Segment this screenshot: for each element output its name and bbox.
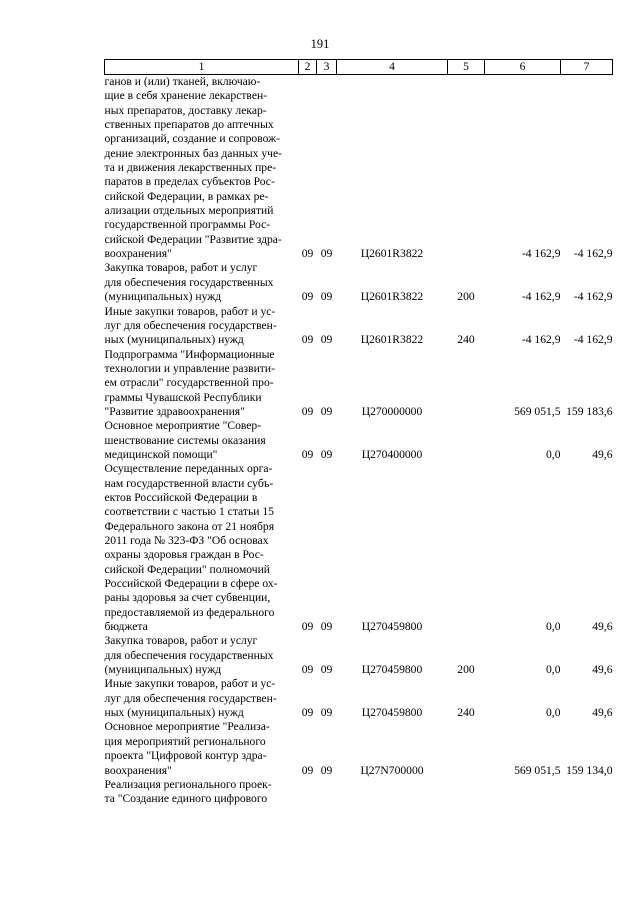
row-target-code: Ц2601R3822 xyxy=(360,333,424,347)
row-target-code: Ц27N700000 xyxy=(360,763,424,777)
table-row xyxy=(105,462,613,634)
row-expense-type: 200 xyxy=(457,663,475,677)
row-target-code: Ц270000000 xyxy=(361,404,423,418)
row-subsection xyxy=(317,778,337,807)
row-expense-type: 240 xyxy=(457,333,475,347)
row-amount-col7: 159 183,6 xyxy=(566,404,613,418)
row-expense-type xyxy=(448,462,485,634)
page-number: 191 xyxy=(310,37,330,51)
row-expense-type xyxy=(448,75,485,262)
row-target-code: Ц270459800 xyxy=(361,620,423,634)
row-name-text: Иные закупки товаров, работ и ус- луг для обеспечения государствен- ных (муниципальных) нужд xyxy=(104,677,277,720)
row-amount-col6: 569 051,5 xyxy=(514,404,561,418)
row-name-text: Основное мероприятие "Реализа- ция мероприятий регионального проекта "Цифровой контур здра- воохранения" xyxy=(104,720,270,777)
row-amount-col7: 49,6 xyxy=(592,706,613,720)
row-amount-col6: -4 162,9 xyxy=(521,333,561,347)
row-name xyxy=(105,75,299,262)
row-name-text: Основное мероприятие "Совер- шенствование системы оказания медицинской помощи" xyxy=(104,419,266,461)
row-name-text: Закупка товаров, работ и услуг для обеспечения государственных (муниципальных) нужд xyxy=(104,261,274,304)
row-target-code: Ц2601R3822 xyxy=(360,290,424,304)
row-amount-col7: -4 162,9 xyxy=(573,290,613,304)
row-expense-type xyxy=(448,720,485,777)
row-target-code: Ц270459800 xyxy=(361,663,423,677)
row-subsection: 09 xyxy=(320,290,333,304)
row-subsection: 09 xyxy=(320,333,333,347)
row-amount-col6: 0,0 xyxy=(546,620,561,634)
row-expense-type xyxy=(448,348,485,420)
row-subsection: 09 xyxy=(320,706,333,720)
row-name xyxy=(105,677,299,720)
table-body xyxy=(105,75,613,807)
row-amount-col7: 49,6 xyxy=(592,663,613,677)
row-name xyxy=(105,305,299,348)
row-name-text: Осуществление переданных орга- нам государственной власти субъ- ектов Российской Федерации в соответствии с частью 1 статьи 15 Федерального закона от 21 ноября 2011 года № 323-ФЗ "Об основах охраны здоровья граждан в Рос- сийской Федерации" полномочий Российской Федерации в сфере ох- раны здоровья за счет субвенции, предоставляемой из федерального бюджета xyxy=(104,462,278,634)
row-expense-type xyxy=(448,419,485,462)
row-section: 09 xyxy=(301,663,314,677)
row-section: 09 xyxy=(301,620,314,634)
header-col-2: 2 xyxy=(299,60,317,75)
header-col-6: 6 xyxy=(485,60,561,75)
row-section: 09 xyxy=(301,447,314,461)
row-section: 09 xyxy=(301,404,314,418)
row-amount-col6: 0,0 xyxy=(546,663,561,677)
row-section: 09 xyxy=(301,333,314,347)
row-name-text: ганов и (или) тканей, включаю- щие в себя хранение лекарствен- ных препаратов, доставку лекар- ственных препаратов до аптечных организаций, создание и сопровож- дение электронных баз данных уче- та и движения лекарственных пре- паратов в пределах субъектов Рос- сийской Федерации, в рамках ре- ализации отдельных мероприятий государственной программы Рос- сийской Федерации "Развитие здра- воохранения" xyxy=(104,75,282,261)
row-section: 09 xyxy=(301,763,314,777)
row-amount-col7: 49,6 xyxy=(592,620,613,634)
row-name xyxy=(105,419,299,462)
row-amount-col6: 569 051,5 xyxy=(514,763,561,777)
row-name xyxy=(105,462,299,634)
row-target-code: Ц270459800 xyxy=(361,706,423,720)
row-section: 09 xyxy=(301,706,314,720)
header-col-4: 4 xyxy=(337,60,448,75)
row-target-code: Ц270400000 xyxy=(361,447,423,461)
row-name-text: Закупка товаров, работ и услуг для обеспечения государственных (муниципальных) нужд xyxy=(104,634,274,677)
row-amount-col7: 49,6 xyxy=(592,447,613,461)
row-name xyxy=(105,720,299,777)
row-amount-col7 xyxy=(561,778,613,807)
table-row xyxy=(105,348,613,420)
table-row xyxy=(105,75,613,262)
table-row xyxy=(105,677,613,720)
header-col-7: 7 xyxy=(561,60,613,75)
row-amount-col6: -4 162,9 xyxy=(521,290,561,304)
header-col-1: 1 xyxy=(105,60,299,75)
row-subsection: 09 xyxy=(320,620,333,634)
row-amount-col6: 0,0 xyxy=(546,706,561,720)
table-row xyxy=(105,720,613,777)
row-amount-col7: -4 162,9 xyxy=(573,333,613,347)
row-amount-col7: 159 134,0 xyxy=(566,763,613,777)
row-name xyxy=(105,634,299,677)
table-row xyxy=(105,305,613,348)
row-amount-col6: 0,0 xyxy=(546,447,561,461)
row-name-text: Реализация регионального проек- та "Создание единого цифрового xyxy=(104,777,272,806)
table-header xyxy=(105,60,613,75)
row-subsection: 09 xyxy=(320,447,333,461)
table-row xyxy=(105,778,613,807)
row-name xyxy=(105,348,299,420)
row-amount-col6 xyxy=(485,778,561,807)
table-row xyxy=(105,261,613,304)
row-name-text: Подпрограмма "Информационные технологии и управление развити- ем отрасли" государственной про- граммы Чувашской Республики "Развитие здравоохранения" xyxy=(104,347,275,418)
row-amount-col6: -4 162,9 xyxy=(521,247,561,261)
table-row xyxy=(105,634,613,677)
row-section: 09 xyxy=(301,290,314,304)
row-section: 09 xyxy=(301,247,314,261)
row-expense-type xyxy=(448,778,485,807)
row-amount-col7: -4 162,9 xyxy=(573,247,613,261)
row-expense-type: 240 xyxy=(457,706,475,720)
table-row xyxy=(105,419,613,462)
row-subsection: 09 xyxy=(320,404,333,418)
row-subsection: 09 xyxy=(320,663,333,677)
budget-table xyxy=(104,59,613,807)
row-subsection: 09 xyxy=(320,763,333,777)
row-section xyxy=(299,778,317,807)
header-col-5: 5 xyxy=(448,60,485,75)
row-name xyxy=(105,261,299,304)
row-subsection: 09 xyxy=(320,247,333,261)
header-row xyxy=(105,60,613,75)
row-expense-type: 200 xyxy=(457,290,475,304)
row-target-code: Ц2601R3822 xyxy=(360,247,424,261)
row-target-code xyxy=(337,778,448,807)
row-name xyxy=(105,778,299,807)
header-col-3: 3 xyxy=(317,60,337,75)
row-name-text: Иные закупки товаров, работ и ус- луг для обеспечения государствен- ных (муниципальных) нужд xyxy=(104,304,277,347)
